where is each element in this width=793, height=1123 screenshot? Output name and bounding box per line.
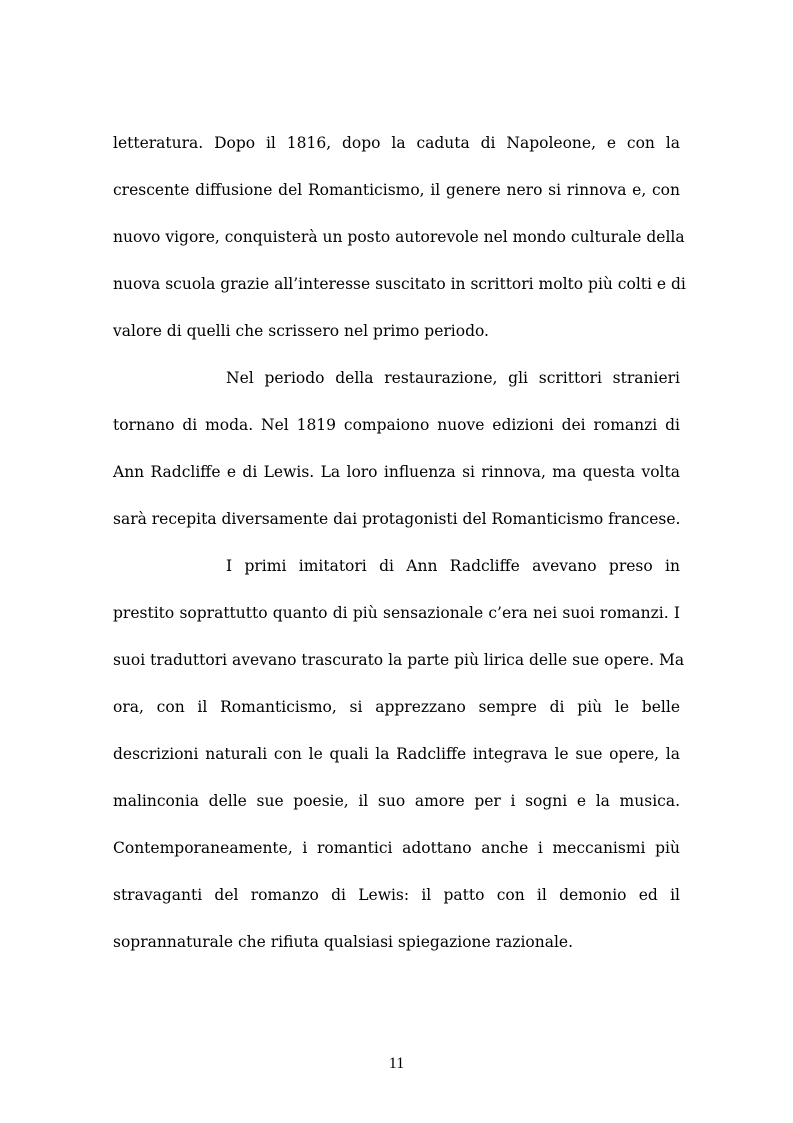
text-line: Contemporaneamente, i romantici adottano anche i meccanismi più xyxy=(113,839,680,857)
text-line: Nel periodo della restaurazione, gli scrittori stranieri xyxy=(226,369,680,387)
text-line: tornano di moda. Nel 1819 compaiono nuove edizioni dei romanzi di xyxy=(113,416,680,434)
text-line: suoi traduttori avevano trascurato la parte più lirica delle sue opere. Ma xyxy=(113,651,685,669)
text-line: nuovo vigore, conquisterà un posto autorevole nel mondo culturale della xyxy=(113,228,685,246)
body-text xyxy=(113,128,686,974)
text-line: valore di quelli che scrissero nel primo periodo. xyxy=(113,322,489,340)
text-line: crescente diffusione del Romanticismo, il genere nero si rinnova e, con xyxy=(113,181,680,199)
text-line: stravaganti del romanzo di Lewis: il patto con il demonio ed il xyxy=(113,886,680,904)
text-line: ora, con il Romanticismo, si apprezzano sempre di più le belle xyxy=(113,698,680,716)
text-line: sarà recepita diversamente dai protagonisti del Romanticismo francese. xyxy=(113,510,681,528)
page-number: 11 xyxy=(388,1055,405,1072)
text-line: malinconia delle sue poesie, il suo amore per i sogni e la musica. xyxy=(113,792,680,810)
text-line: soprannaturale che rifiuta qualsiasi spiegazione razionale. xyxy=(113,933,574,951)
text-line: nuova scuola grazie all’interesse suscitato in scrittori molto più colti e di xyxy=(113,275,686,293)
text-line: I primi imitatori di Ann Radcliffe avevano preso in xyxy=(226,557,680,575)
text-line: letteratura. Dopo il 1816, dopo la caduta di Napoleone, e con la xyxy=(113,134,680,152)
text-line: Ann Radcliffe e di Lewis. La loro influenza si rinnova, ma questa volta xyxy=(113,463,680,481)
text-line: prestito soprattutto quanto di più sensazionale c’era nei suoi romanzi. I xyxy=(113,604,680,622)
text-line: descrizioni naturali con le quali la Radcliffe integrava le sue opere, la xyxy=(113,745,680,763)
